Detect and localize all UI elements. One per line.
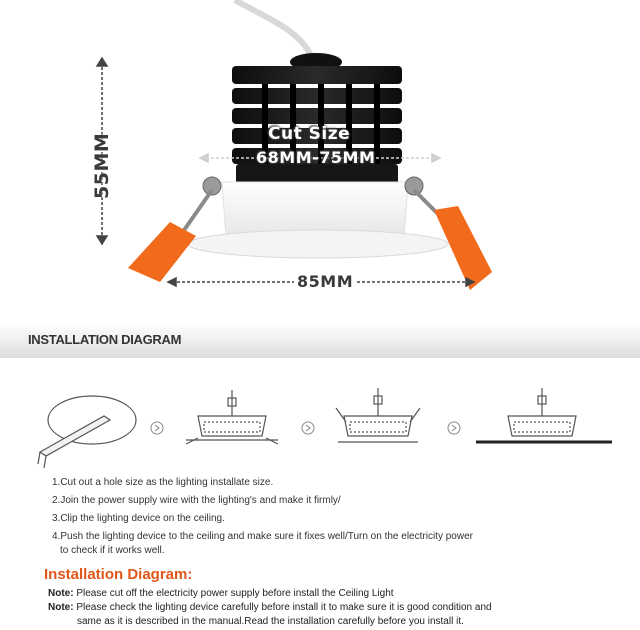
step-text-continued: to check if it works well.: [60, 545, 165, 556]
notes: [48, 587, 608, 629]
next-arrow-icon: [151, 422, 163, 434]
note-prefix: Note:: [48, 588, 74, 599]
spring-clip-right: [405, 177, 492, 290]
step3-clip-device-icon: [336, 388, 420, 442]
trim-ring: [188, 230, 448, 258]
step-text: 3.Clip the lighting device on the ceiling.: [52, 513, 225, 524]
step2-connect-wire-icon: [186, 390, 278, 444]
note-line-continued: [48, 615, 608, 629]
cut-size-label: Cut Size: [268, 124, 351, 144]
section-title: INSTALLATION DIAGRAM: [28, 332, 182, 347]
step-text: 1.Cut out a hole size as the lighting installate size.: [52, 477, 274, 488]
next-arrow-icon: [302, 422, 314, 434]
note-text: same as it is described in the manual.Read the installation carefully before you install it.: [77, 616, 464, 627]
power-cable: [235, 0, 312, 58]
note-prefix: Note:: [48, 602, 74, 613]
step-text: 4.Push the lighting device to the ceiling and make sure it fixes well/Turn on the electricity power: [52, 531, 473, 542]
step4-push-to-ceiling-icon: [476, 388, 612, 442]
note-line: [48, 587, 608, 601]
step-text: 2.Join the power supply wire with the lighting's and make it firmly/: [52, 495, 341, 506]
next-arrow-icon: [448, 422, 460, 434]
note-text: Please cut off the electricity power supply before install the Ceiling Light: [73, 588, 394, 599]
installation-diagram-heading: Installation Diagram:: [44, 566, 193, 583]
diameter-label: 85MM: [294, 272, 356, 291]
note-text: Please check the lighting device carefully before install it to make sure it is good condition and: [73, 602, 492, 613]
installation-steps-illustration: [0, 360, 640, 470]
installation-steps-list: [52, 474, 572, 560]
cut-size-value: 68MM-75MM: [256, 148, 376, 167]
height-label: 55MM: [91, 132, 113, 199]
step1-cut-hole-icon: [38, 396, 136, 468]
note-line: [48, 601, 608, 615]
spring-clip-left: [128, 177, 221, 282]
